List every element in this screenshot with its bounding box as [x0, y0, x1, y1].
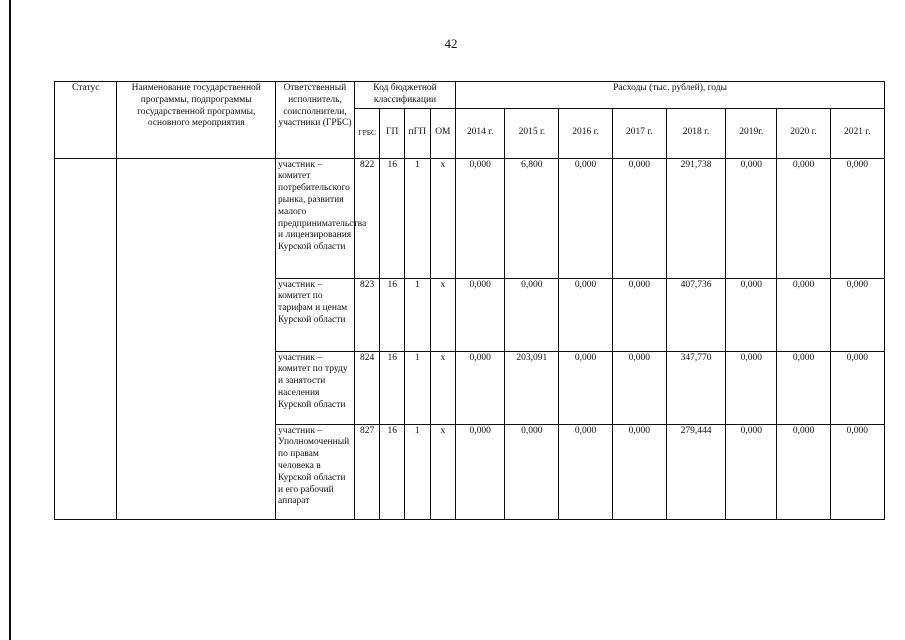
header-year: 2015 г. — [505, 108, 559, 158]
header-status: Статус — [55, 82, 117, 159]
cell-executor: участник – Уполномоченный по правам человека в Курской области и его рабочий аппарат — [276, 424, 355, 519]
cell-grbs: 824 — [354, 351, 380, 424]
header-code-gp: ГП — [380, 108, 405, 158]
cell-value: 0,000 — [456, 424, 505, 519]
cell-gp: 16 — [380, 424, 405, 519]
cell-value: 0,000 — [777, 351, 830, 424]
cell-value: 0,000 — [830, 158, 884, 278]
header-year: 2019г. — [726, 108, 777, 158]
cell-value: 0,000 — [830, 278, 884, 351]
cell-value: 0,000 — [726, 158, 777, 278]
cell-value: 0,000 — [612, 278, 666, 351]
cell-pgp: 1 — [404, 351, 430, 424]
cell-pgp: 1 — [404, 424, 430, 519]
cell-value: 6,800 — [505, 158, 559, 278]
cell-om: х — [430, 424, 456, 519]
cell-value: 0,000 — [456, 278, 505, 351]
cell-name — [117, 158, 276, 519]
header-budget-code: Код бюджетной классификации — [354, 82, 455, 109]
cell-value: 0,000 — [612, 158, 666, 278]
cell-pgp: 1 — [404, 278, 430, 351]
header-code-pgp: пГП — [404, 108, 430, 158]
cell-value: 0,000 — [726, 278, 777, 351]
table-row — [55, 158, 885, 278]
cell-value: 0,000 — [559, 278, 612, 351]
header-year: 2020 г. — [777, 108, 830, 158]
cell-gp: 16 — [380, 278, 405, 351]
cell-status — [55, 158, 117, 519]
cell-grbs: 823 — [354, 278, 380, 351]
cell-value: 347,770 — [666, 351, 725, 424]
cell-value: 279,444 — [666, 424, 725, 519]
cell-grbs: 827 — [354, 424, 380, 519]
cell-om: х — [430, 278, 456, 351]
header-executor: Ответственный исполнитель, соисполнители, участники (ГРБС) — [276, 82, 355, 159]
cell-value: 0,000 — [505, 278, 559, 351]
header-code-om: ОМ — [430, 108, 456, 158]
header-row-1 — [55, 82, 885, 109]
header-year: 2017 г. — [612, 108, 666, 158]
cell-value: 203,091 — [505, 351, 559, 424]
page-number: 42 — [444, 36, 458, 51]
cell-value: 0,000 — [559, 351, 612, 424]
cell-value: 0,000 — [612, 424, 666, 519]
cell-value: 0,000 — [612, 351, 666, 424]
header-year: 2014 г. — [456, 108, 505, 158]
page-left-border — [9, 0, 11, 640]
cell-value: 0,000 — [830, 424, 884, 519]
cell-value: 0,000 — [505, 424, 559, 519]
cell-executor: участник – комитет потребительского рынка, развития малого предпринимательства и лицензирования Курской области — [276, 158, 355, 278]
cell-value: 0,000 — [777, 278, 830, 351]
cell-value: 0,000 — [559, 424, 612, 519]
header-code-grbs: ГРБС — [354, 108, 380, 158]
cell-executor: участник – комитет по тарифам и ценам Курской области — [276, 278, 355, 351]
cell-value: 0,000 — [726, 424, 777, 519]
cell-pgp: 1 — [404, 158, 430, 278]
cell-value: 0,000 — [726, 351, 777, 424]
cell-value: 0,000 — [456, 158, 505, 278]
header-expenses: Расходы (тыс. рублей), годы — [456, 82, 885, 109]
cell-value: 0,000 — [777, 424, 830, 519]
cell-value: 407,736 — [666, 278, 725, 351]
header-year: 2016 г. — [559, 108, 612, 158]
cell-executor: участник – комитет по труду и занятости населения Курской области — [276, 351, 355, 424]
budget-table — [54, 81, 885, 520]
cell-value: 291,738 — [666, 158, 725, 278]
cell-value: 0,000 — [456, 351, 505, 424]
cell-gp: 16 — [380, 351, 405, 424]
cell-grbs: 822 — [354, 158, 380, 278]
header-year: 2018 г. — [666, 108, 725, 158]
cell-value: 0,000 — [777, 158, 830, 278]
cell-value: 0,000 — [559, 158, 612, 278]
cell-om: х — [430, 158, 456, 278]
cell-gp: 16 — [380, 158, 405, 278]
header-year: 2021 г. — [830, 108, 884, 158]
cell-value: 0,000 — [830, 351, 884, 424]
header-name: Наименование государственной программы, подпрограммы государственной программы, основного мероприятия — [117, 82, 276, 159]
cell-om: х — [430, 351, 456, 424]
